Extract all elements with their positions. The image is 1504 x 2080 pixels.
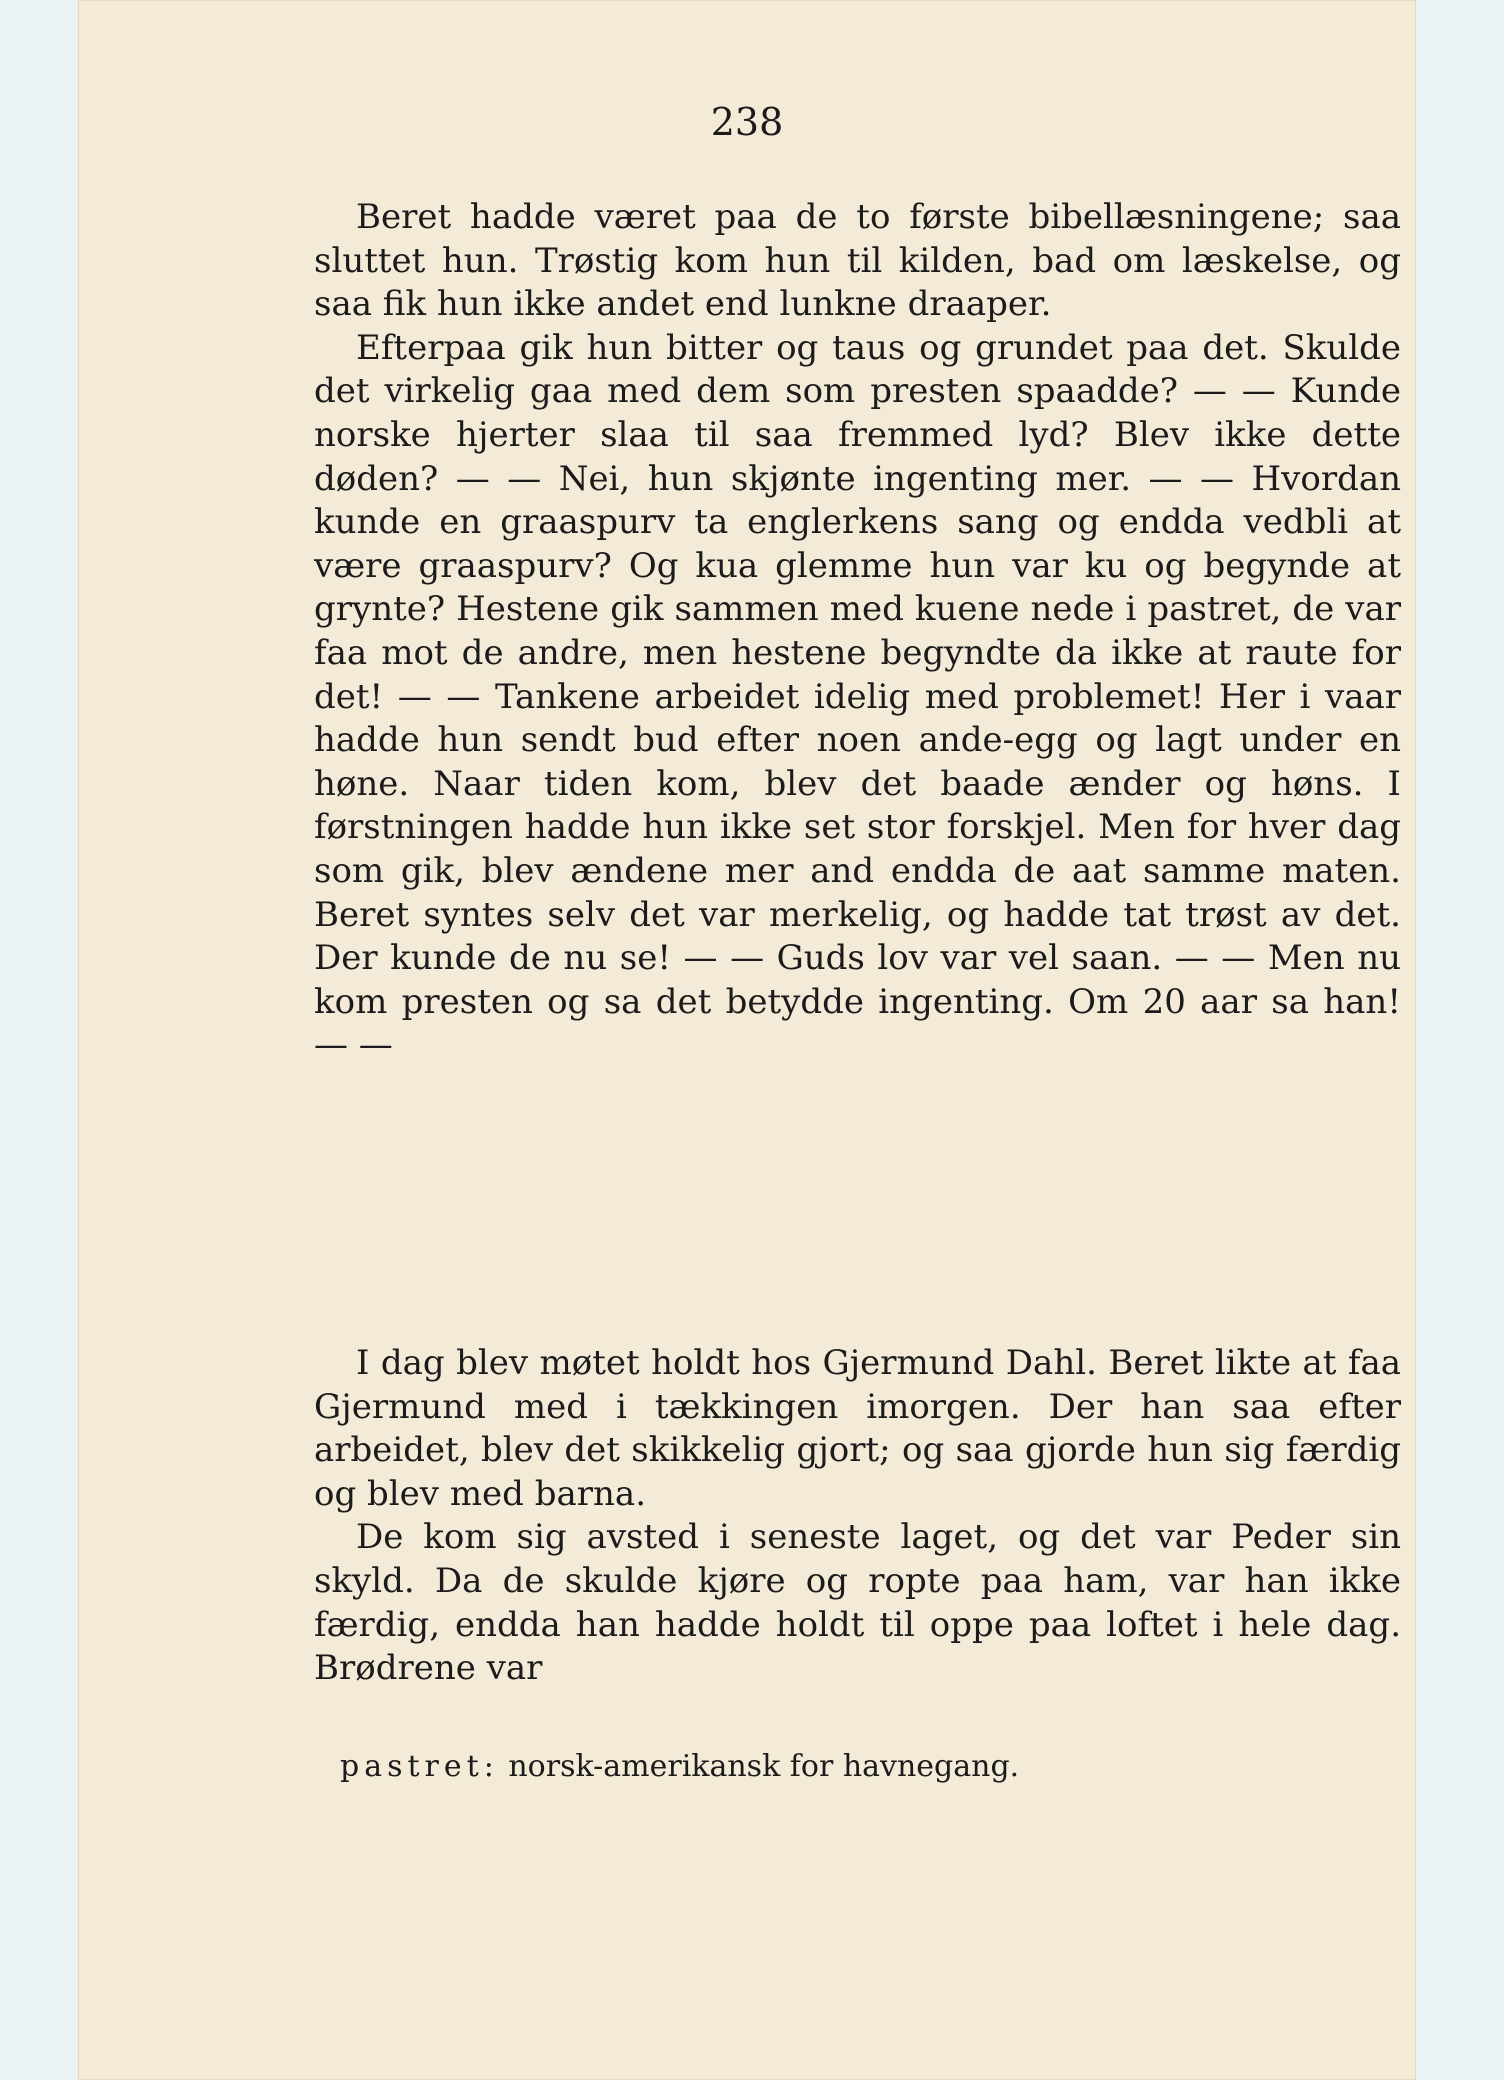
text-section-1: [314, 196, 1401, 1068]
paragraph: I dag blev møtet holdt hos Gjermund Dahl. Beret likte at faa Gjermund med i tækkingen imorgen. Der han saa efter arbeidet, blev det skikkelig gjort; og saa gjorde hun sig færdig og blev med barna.: [314, 1343, 1401, 1514]
page-number: 238: [710, 100, 784, 144]
paragraph: Efterpaa gik hun bitter og taus og grundet paa det. Skulde det virkelig gaa med dem som presten spaadde? — — Kunde norske hjerter slaa til saa fremmed lyd? Blev ikke dette døden? — — Nei, hun skjønte ingenting mer. — — Hvordan kunde en graaspurv ta englerkens sang og endda vedbli at være graaspurv? Og kua glemme hun var ku og begynde at grynte? Hestene gik sammen med kuene nede i pastret, de var faa mot de andre, men hestene begyndte da ikke at raute for det! — — Tankene arbeidet idelig med problemet! Her i vaar hadde hun sendt bud efter noen ande-egg og lagt under en høne. Naar tiden kom, blev det baade ænder og høns. I førstningen hadde hun ikke set stor forskjel. Men for hver dag som gik, blev ændene mer and endda de aat samme maten. Beret syntes selv det var merkelig, og hadde tat trøst av det. Der kunde de nu se! — — Guds lov var vel saan. — — Men nu kom presten og sa det betydde ingenting. Om 20 aar sa han! — —: [314, 327, 1401, 1066]
text-section-2: [314, 1342, 1401, 1691]
footnote: [340, 1747, 1380, 1787]
paragraph: Beret hadde været paa de to første bibellæsningene; saa sluttet hun. Trøstig kom hun til kilden, bad om læskelse, og saa fik hun ikke andet end lunkne draaper.: [314, 197, 1401, 325]
book-page: [78, 0, 1416, 2080]
footnote-term: pastret:: [340, 1749, 499, 1784]
footnote-definition: norsk-amerikansk for havnegang.: [508, 1749, 1020, 1784]
paragraph: De kom sig avsted i seneste laget, og det var Peder sin skyld. Da de skulde kjøre og ropte paa ham, var han ikke færdig, endda han hadde holdt til oppe paa loftet i hele dag. Brødrene var: [314, 1517, 1401, 1689]
